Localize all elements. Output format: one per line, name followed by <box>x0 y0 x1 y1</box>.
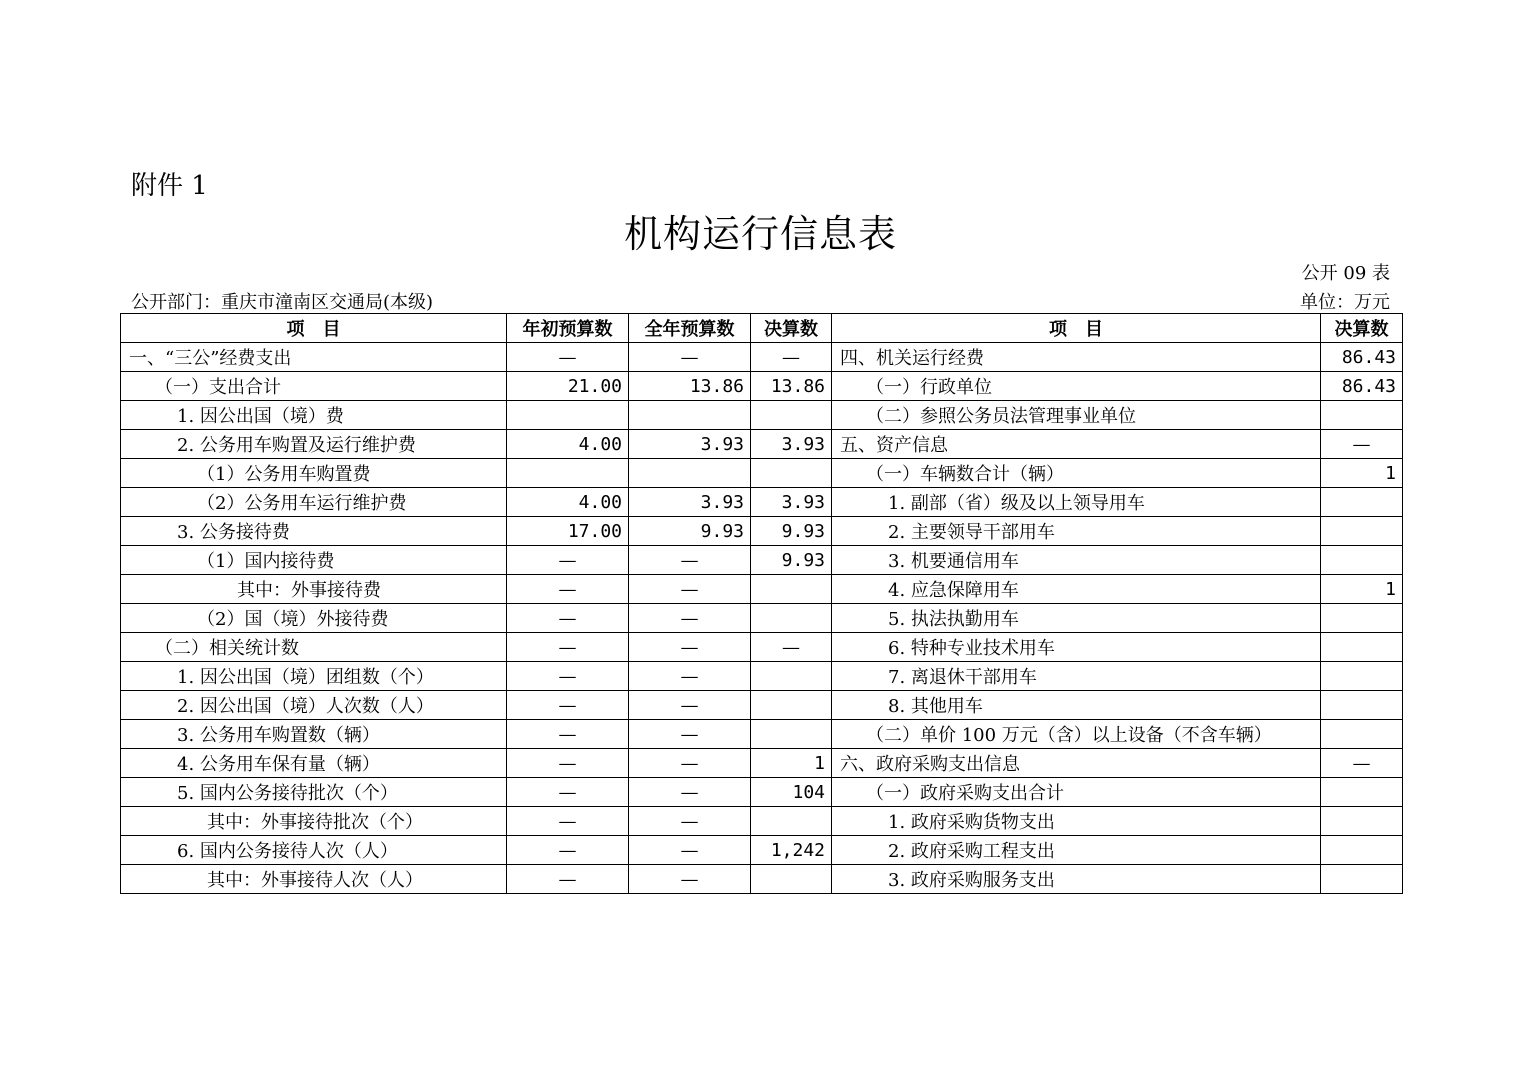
row-budget-full: — <box>629 807 751 836</box>
row-budget-start: — <box>507 604 629 633</box>
row-item-left: （一）支出合计 <box>121 372 507 401</box>
row-final-left: 3.93 <box>751 430 832 459</box>
table-row <box>121 343 1403 372</box>
row-final-right <box>1321 517 1403 546</box>
row-budget-full: 3.93 <box>629 488 751 517</box>
row-final-left: — <box>751 343 832 372</box>
row-item-left: 其中：外事接待批次（个） <box>121 807 507 836</box>
row-item-right: 5. 执法执勤用车 <box>832 604 1321 633</box>
row-item-left: 1. 因公出国（境）团组数（个） <box>121 662 507 691</box>
row-item-left: 3. 公务用车购置数（辆） <box>121 720 507 749</box>
row-final-left: 1 <box>751 749 832 778</box>
row-item-left: （1）公务用车购置费 <box>121 459 507 488</box>
row-budget-full: 3.93 <box>629 430 751 459</box>
row-budget-full: — <box>629 633 751 662</box>
header-item-left: 项 目 <box>121 314 507 343</box>
row-budget-full <box>629 401 751 430</box>
table-row <box>121 546 1403 575</box>
row-item-left: （2）国（境）外接待费 <box>121 604 507 633</box>
row-budget-start: — <box>507 575 629 604</box>
row-final-right <box>1321 633 1403 662</box>
table-row <box>121 720 1403 749</box>
row-budget-full: — <box>629 836 751 865</box>
row-item-right: 四、机关运行经费 <box>832 343 1321 372</box>
row-final-left <box>751 662 832 691</box>
row-final-left <box>751 865 832 894</box>
row-item-right: 3. 机要通信用车 <box>832 546 1321 575</box>
row-item-right: （一）政府采购支出合计 <box>832 778 1321 807</box>
table-row <box>121 430 1403 459</box>
row-item-right: （一）行政单位 <box>832 372 1321 401</box>
row-budget-start: — <box>507 662 629 691</box>
row-final-right <box>1321 488 1403 517</box>
row-budget-full: — <box>629 662 751 691</box>
row-final-right: — <box>1321 749 1403 778</box>
row-budget-full: — <box>629 720 751 749</box>
row-item-right: 6. 特种专业技术用车 <box>832 633 1321 662</box>
table-header-row <box>121 314 1403 343</box>
row-budget-full: — <box>629 778 751 807</box>
row-item-right: （二）单价 100 万元（含）以上设备（不含车辆） <box>832 720 1321 749</box>
header-budget-full: 全年预算数 <box>629 314 751 343</box>
header-item-right: 项 目 <box>832 314 1321 343</box>
table-row <box>121 865 1403 894</box>
row-final-right <box>1321 807 1403 836</box>
row-final-left <box>751 807 832 836</box>
table-row <box>121 401 1403 430</box>
row-budget-full <box>629 459 751 488</box>
form-number: 公开 09 表 <box>1301 263 1390 284</box>
row-final-left: 3.93 <box>751 488 832 517</box>
attachment-label: 附件 1 <box>131 171 208 201</box>
table-row <box>121 459 1403 488</box>
row-final-right <box>1321 865 1403 894</box>
row-final-left <box>751 401 832 430</box>
row-budget-start: — <box>507 865 629 894</box>
row-final-right: 86.43 <box>1321 343 1403 372</box>
row-final-left <box>751 575 832 604</box>
row-item-right: 8. 其他用车 <box>832 691 1321 720</box>
row-final-right: — <box>1321 430 1403 459</box>
row-item-left: 一、“三公”经费支出 <box>121 343 507 372</box>
info-table <box>120 313 1403 894</box>
row-item-left: （2）公务用车运行维护费 <box>121 488 507 517</box>
row-budget-start: 21.00 <box>507 372 629 401</box>
row-item-right: 7. 离退休干部用车 <box>832 662 1321 691</box>
row-final-right: 1 <box>1321 575 1403 604</box>
row-final-left <box>751 604 832 633</box>
row-budget-full: — <box>629 865 751 894</box>
row-final-left: 1,242 <box>751 836 832 865</box>
table-row <box>121 691 1403 720</box>
row-item-left: 1. 因公出国（境）费 <box>121 401 507 430</box>
page-title: 机构运行信息表 <box>623 212 897 256</box>
row-item-left: 其中：外事接待人次（人） <box>121 865 507 894</box>
row-item-left: 2. 因公出国（境）人次数（人） <box>121 691 507 720</box>
table-row <box>121 662 1403 691</box>
row-budget-start <box>507 459 629 488</box>
row-budget-start: 4.00 <box>507 488 629 517</box>
row-item-right: 五、资产信息 <box>832 430 1321 459</box>
row-final-right: 1 <box>1321 459 1403 488</box>
row-final-right <box>1321 662 1403 691</box>
table-row <box>121 749 1403 778</box>
table-row <box>121 575 1403 604</box>
row-budget-start: — <box>507 720 629 749</box>
row-final-right <box>1321 546 1403 575</box>
row-budget-start: — <box>507 691 629 720</box>
table-row <box>121 488 1403 517</box>
row-final-left: 104 <box>751 778 832 807</box>
row-item-left: 3. 公务接待费 <box>121 517 507 546</box>
table-row <box>121 807 1403 836</box>
row-final-left <box>751 691 832 720</box>
table-row <box>121 372 1403 401</box>
table-row <box>121 604 1403 633</box>
row-budget-full: — <box>629 604 751 633</box>
row-budget-start <box>507 401 629 430</box>
row-budget-start: — <box>507 807 629 836</box>
row-item-left: 5. 国内公务接待批次（个） <box>121 778 507 807</box>
row-final-left: — <box>751 633 832 662</box>
row-item-left: 6. 国内公务接待人次（人） <box>121 836 507 865</box>
row-final-left: 9.93 <box>751 546 832 575</box>
row-budget-start: — <box>507 343 629 372</box>
row-item-left: 2. 公务用车购置及运行维护费 <box>121 430 507 459</box>
row-final-left <box>751 720 832 749</box>
row-budget-full: — <box>629 343 751 372</box>
row-budget-start: — <box>507 836 629 865</box>
row-item-left: 4. 公务用车保有量（辆） <box>121 749 507 778</box>
row-final-left <box>751 459 832 488</box>
row-budget-start: 17.00 <box>507 517 629 546</box>
row-item-right: 2. 政府采购工程支出 <box>832 836 1321 865</box>
row-item-left: 其中：外事接待费 <box>121 575 507 604</box>
row-budget-full: — <box>629 546 751 575</box>
header-final-left: 决算数 <box>751 314 832 343</box>
unit-label: 单位：万元 <box>1300 292 1390 313</box>
table-row <box>121 836 1403 865</box>
row-final-right: 86.43 <box>1321 372 1403 401</box>
row-item-right: 六、政府采购支出信息 <box>832 749 1321 778</box>
row-final-right <box>1321 778 1403 807</box>
row-budget-start: — <box>507 778 629 807</box>
row-final-right <box>1321 401 1403 430</box>
row-item-right: 1. 政府采购货物支出 <box>832 807 1321 836</box>
row-item-right: 3. 政府采购服务支出 <box>832 865 1321 894</box>
row-final-left: 9.93 <box>751 517 832 546</box>
table-row <box>121 517 1403 546</box>
row-budget-full: — <box>629 575 751 604</box>
row-budget-full: — <box>629 749 751 778</box>
row-final-left: 13.86 <box>751 372 832 401</box>
row-item-right: （二）参照公务员法管理事业单位 <box>832 401 1321 430</box>
row-final-right <box>1321 720 1403 749</box>
row-item-right: 4. 应急保障用车 <box>832 575 1321 604</box>
row-budget-full: 9.93 <box>629 517 751 546</box>
header-final-right: 决算数 <box>1321 314 1403 343</box>
row-budget-full: 13.86 <box>629 372 751 401</box>
row-final-right <box>1321 836 1403 865</box>
row-budget-start: — <box>507 546 629 575</box>
table-row <box>121 778 1403 807</box>
department-label: 公开部门：重庆市潼南区交通局(本级) <box>131 292 434 313</box>
row-final-right <box>1321 691 1403 720</box>
row-final-right <box>1321 604 1403 633</box>
table-row <box>121 633 1403 662</box>
row-item-right: （一）车辆数合计（辆） <box>832 459 1321 488</box>
header-budget-start: 年初预算数 <box>507 314 629 343</box>
row-item-right: 2. 主要领导干部用车 <box>832 517 1321 546</box>
row-budget-full: — <box>629 691 751 720</box>
row-item-right: 1. 副部（省）级及以上领导用车 <box>832 488 1321 517</box>
row-budget-start: — <box>507 749 629 778</box>
row-budget-start: — <box>507 633 629 662</box>
row-item-left: （二）相关统计数 <box>121 633 507 662</box>
row-budget-start: 4.00 <box>507 430 629 459</box>
row-item-left: （1）国内接待费 <box>121 546 507 575</box>
